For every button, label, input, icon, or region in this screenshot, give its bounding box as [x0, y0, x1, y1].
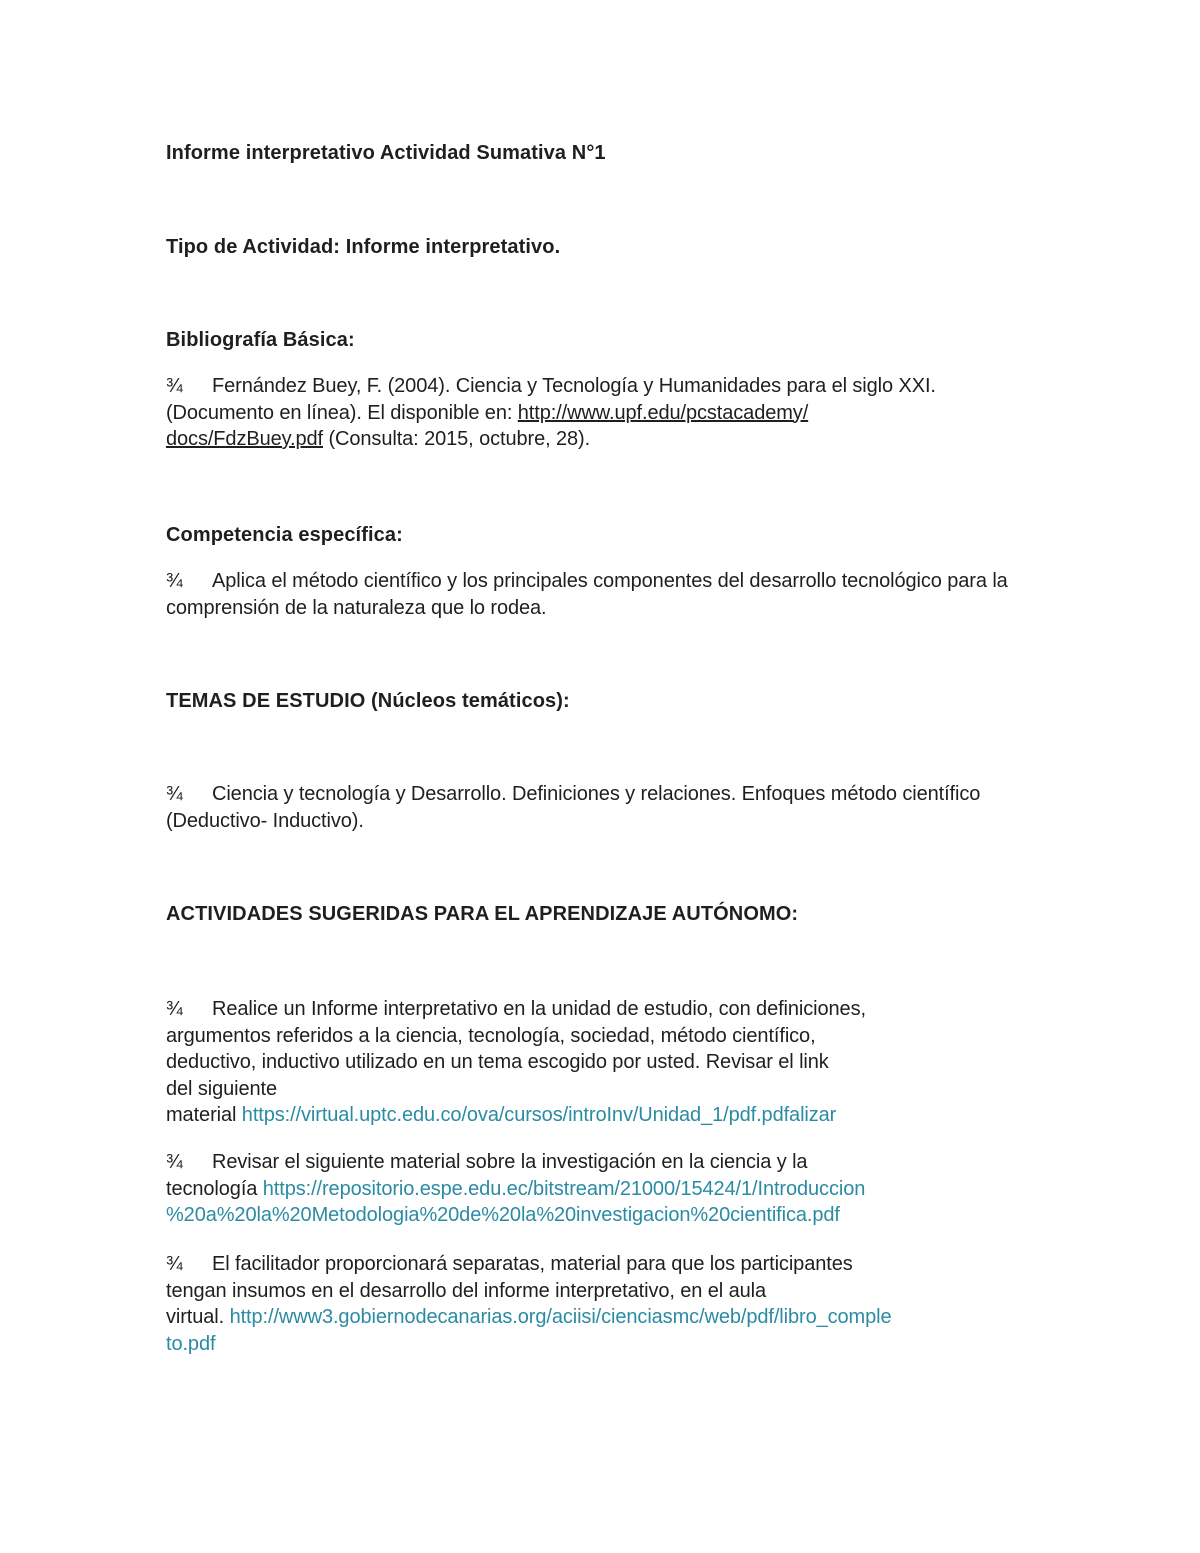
bullet-marker: ¾ [166, 783, 183, 805]
actividad-2-line2: tecnología [166, 1177, 263, 1200]
competencia-entry [166, 568, 1036, 621]
temas-entry [166, 781, 1036, 834]
actividad-1-line1: Realice un Informe interpretativo en la unidad de estudio, con definiciones, [212, 998, 866, 1020]
actividad-item-2 [166, 1149, 1036, 1229]
actividades-heading: ACTIVIDADES SUGERIDAS PARA EL APRENDIZAJE AUTÓNOMO: [166, 903, 799, 925]
activity-type: Tipo de Actividad: Informe interpretativo. [166, 236, 561, 258]
bibliography-consulta: (Consulta: 2015, octubre, 28). [323, 428, 591, 450]
actividad-1-line4: del siguiente [166, 1077, 278, 1100]
actividad-2-link-part2[interactable]: %20a%20la%20Metodologia%20de%20la%20investigacion%20cientifica.pdf [166, 1204, 840, 1226]
actividad-item-3 [166, 1251, 1036, 1357]
actividad-1-line5: material [166, 1104, 242, 1126]
bibliography-heading: Bibliografía Básica: [166, 329, 355, 351]
bullet-marker: ¾ [166, 570, 183, 592]
actividad-1-line3: deductivo, inductivo utilizado en un tema escogido por usted. Revisar el link [166, 1051, 829, 1073]
bullet-marker: ¾ [166, 998, 183, 1020]
actividad-3-link-part1[interactable]: http://www3.gobiernodecanarias.org/aciisi/cienciasmc/web/pdf/libro_comple [229, 1306, 892, 1328]
document-page [166, 0, 1036, 1553]
actividad-3-line3: virtual. [166, 1306, 230, 1328]
bibliography-entry [166, 373, 1036, 453]
actividad-2-link-part1[interactable]: https://repositorio.espe.edu.ec/bitstream/21000/15424/1/Introduccion [262, 1177, 866, 1200]
temas-heading: TEMAS DE ESTUDIO (Núcleos temáticos): [166, 690, 570, 712]
actividad-1-line2: argumentos referidos a la ciencia, tecnología, sociedad, método científico, [166, 1024, 816, 1047]
bullet-marker: ¾ [166, 1151, 183, 1173]
actividad-3-line2: tengan insumos en el desarrollo del informe interpretativo, en el aula [166, 1279, 767, 1302]
bibliography-link-part2[interactable]: docs/FdzBuey.pdf [166, 428, 324, 450]
actividad-2-line1: Revisar el siguiente material sobre la investigación en la ciencia y la [212, 1151, 808, 1173]
actividad-item-1 [166, 996, 1036, 1129]
competencia-text: Aplica el método científico y los principales componentes del desarrollo tecnológico para la comprensión de la naturaleza que lo rodea. [166, 570, 1008, 619]
temas-text: Ciencia y tecnología y Desarrollo. Definiciones y relaciones. Enfoques método científico (Deductivo- Inductivo). [166, 783, 981, 832]
bullet-marker: ¾ [166, 1253, 183, 1275]
bibliography-text: Fernández Buey, F. (2004). Ciencia y Tecnología y Humanidades para el siglo XXI. (Documento en línea). El disponible en: [166, 375, 936, 424]
actividad-3-line1: El facilitador proporcionará separatas, material para que los participantes [212, 1253, 853, 1275]
bibliography-link-part1[interactable]: http://www.upf.edu/pcstacademy/ [517, 401, 809, 424]
actividad-3-link-part2[interactable]: to.pdf [166, 1332, 216, 1355]
actividad-1-link[interactable]: https://virtual.uptc.edu.co/ova/cursos/introInv/Unidad_1/pdf.pdfalizar [241, 1104, 837, 1126]
document-title: Informe interpretativo Actividad Sumativa N°1 [166, 142, 606, 164]
competencia-heading: Competencia específica: [166, 524, 403, 546]
bullet-marker: ¾ [166, 375, 183, 397]
